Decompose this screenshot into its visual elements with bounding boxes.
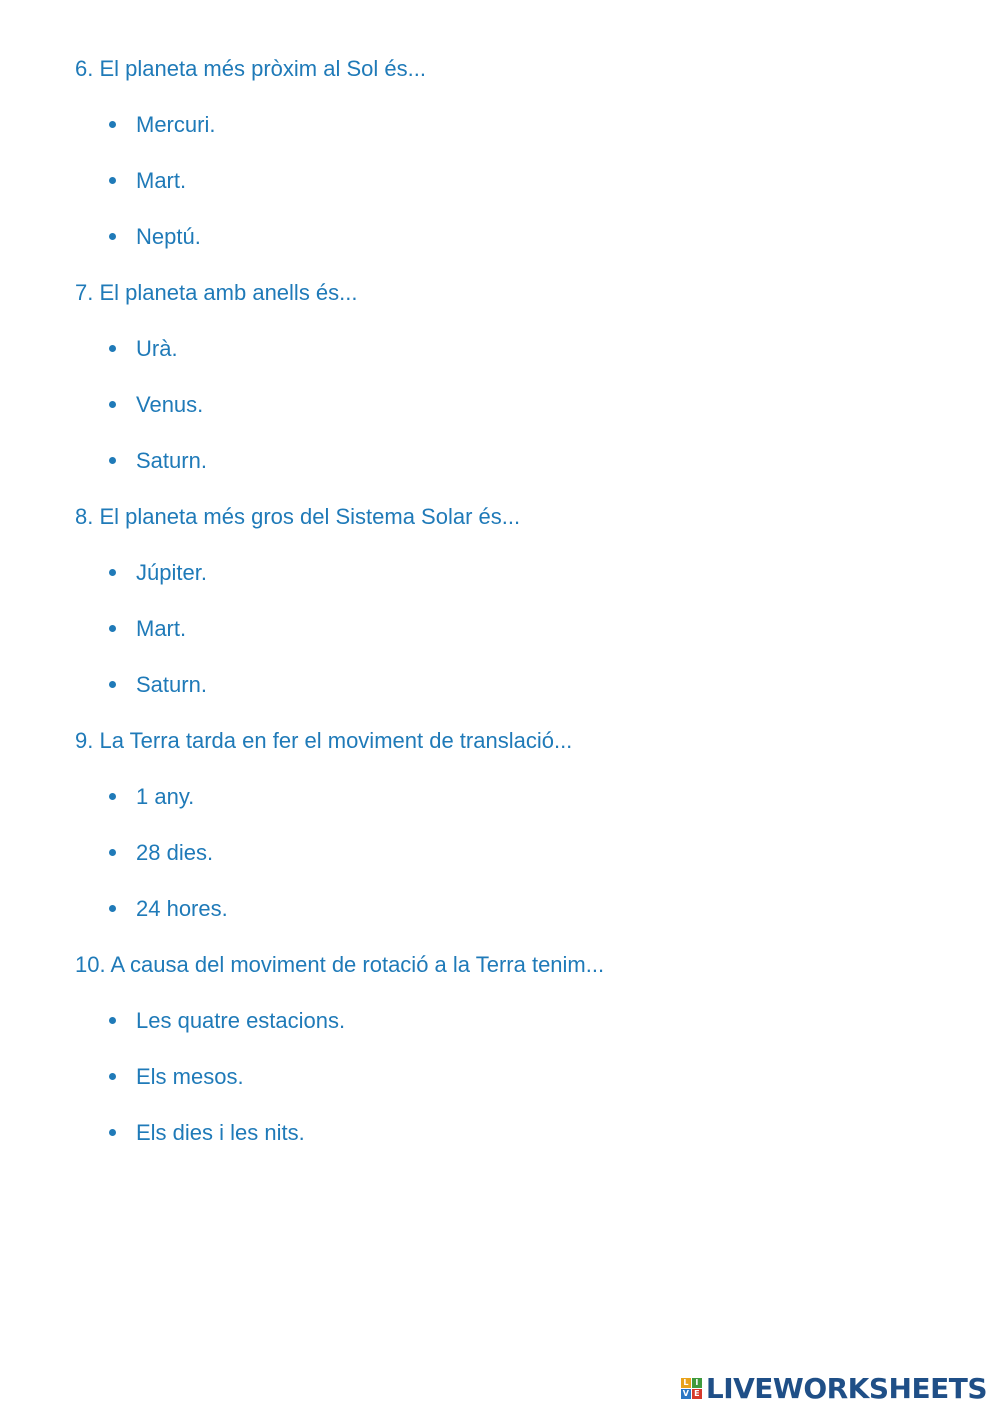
options-list xyxy=(75,1004,955,1150)
bullet-icon xyxy=(109,121,116,128)
worksheet xyxy=(75,52,955,1172)
option-label: Mercuri. xyxy=(136,112,216,137)
option-label: Saturn. xyxy=(136,672,207,697)
logo-letter: L xyxy=(681,1378,691,1388)
option[interactable] xyxy=(75,612,955,646)
question-text: 9. La Terra tarda en fer el moviment de translació... xyxy=(75,728,573,753)
option-label: Júpiter. xyxy=(136,560,207,585)
logo-text: LIVEWORKSHEETS xyxy=(705,1372,987,1405)
option[interactable] xyxy=(75,108,955,142)
bullet-icon xyxy=(109,457,116,464)
option[interactable] xyxy=(75,444,955,478)
option[interactable] xyxy=(75,1004,955,1038)
option-label: Urà. xyxy=(136,336,178,361)
bullet-icon xyxy=(109,793,116,800)
question-text: 8. El planeta més gros del Sistema Solar és... xyxy=(75,504,521,529)
question-8 xyxy=(75,500,955,702)
question-10 xyxy=(75,948,955,1150)
option-label: Els mesos. xyxy=(136,1064,244,1089)
bullet-icon xyxy=(109,905,116,912)
option-label: Mart. xyxy=(136,616,187,641)
option-label: Neptú. xyxy=(136,224,201,249)
option-label: Saturn. xyxy=(136,448,207,473)
question-text: 6. El planeta més pròxim al Sol és... xyxy=(75,56,426,81)
bullet-icon xyxy=(109,345,116,352)
logo-icon xyxy=(681,1378,702,1399)
option-label: 1 any. xyxy=(136,784,195,809)
bullet-icon xyxy=(109,177,116,184)
option[interactable] xyxy=(75,1060,955,1094)
bullet-icon xyxy=(109,1073,116,1080)
question-7 xyxy=(75,276,955,478)
question-text: 10. A causa del moviment de rotació a la Terra tenim... xyxy=(75,952,605,977)
option[interactable] xyxy=(75,1116,955,1150)
option-label: Venus. xyxy=(136,392,204,417)
option[interactable] xyxy=(75,556,955,590)
option[interactable] xyxy=(75,388,955,422)
bullet-icon xyxy=(109,681,116,688)
option-label: 24 hores. xyxy=(136,896,228,921)
bullet-icon xyxy=(109,233,116,240)
question-9 xyxy=(75,724,955,926)
options-list xyxy=(75,780,955,926)
logo-letter: I xyxy=(692,1378,702,1388)
option-label: Les quatre estacions. xyxy=(136,1008,346,1033)
bullet-icon xyxy=(109,1129,116,1136)
option[interactable] xyxy=(75,780,955,814)
liveworksheets-logo[interactable] xyxy=(681,1372,987,1405)
question-text: 7. El planeta amb anells és... xyxy=(75,280,358,305)
option[interactable] xyxy=(75,220,955,254)
bullet-icon xyxy=(109,569,116,576)
option[interactable] xyxy=(75,668,955,702)
options-list xyxy=(75,332,955,478)
logo-letter: E xyxy=(692,1389,702,1399)
options-list xyxy=(75,108,955,254)
bullet-icon xyxy=(109,625,116,632)
option[interactable] xyxy=(75,332,955,366)
option[interactable] xyxy=(75,892,955,926)
bullet-icon xyxy=(109,849,116,856)
option[interactable] xyxy=(75,836,955,870)
option[interactable] xyxy=(75,164,955,198)
bullet-icon xyxy=(109,401,116,408)
option-label: Els dies i les nits. xyxy=(136,1120,305,1145)
option-label: Mart. xyxy=(136,168,187,193)
option-label: 28 dies. xyxy=(136,840,214,865)
options-list xyxy=(75,556,955,702)
question-6 xyxy=(75,52,955,254)
logo-letter: V xyxy=(682,1389,689,1398)
bullet-icon xyxy=(109,1017,116,1024)
